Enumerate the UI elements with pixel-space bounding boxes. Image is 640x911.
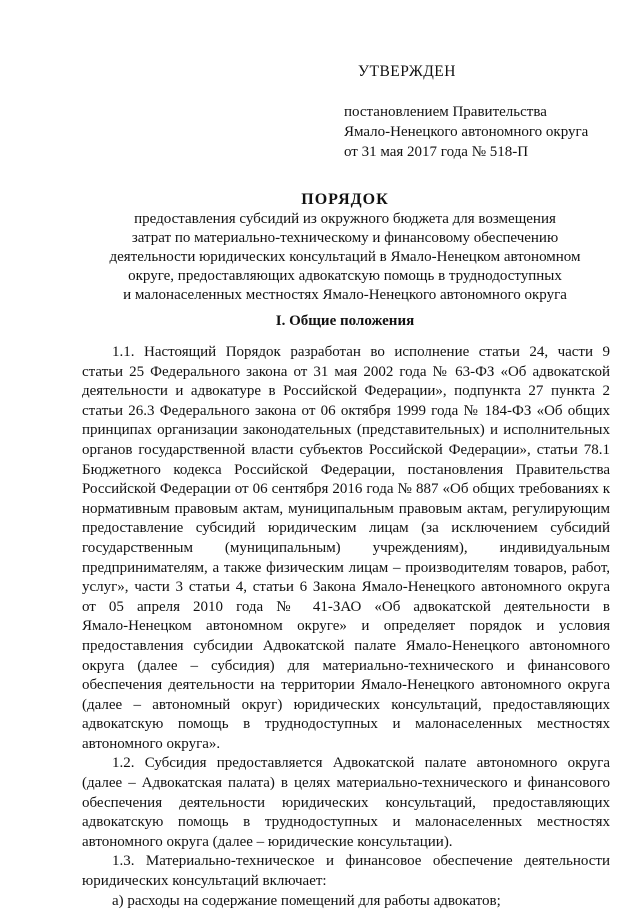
section-heading: I. Общие положения	[275, 313, 415, 329]
document-title-block	[80, 190, 610, 305]
paragraph-line: статьи 26.3 Федерального закона от 06 октября 1999 года № 184-ФЗ «Об общих	[82, 402, 610, 419]
paragraph-line: услуг», части 3 статьи 4, статьи 6 Закона Ямало-Ненецкого автономного округа	[82, 579, 610, 596]
paragraph-line: обеспечения деятельности на территории Ямало-Ненецкого автономного округа	[82, 677, 610, 694]
document-subtitle-line: затрат по материально-техническому и финансовому обеспечению	[131, 230, 559, 246]
paragraph-line: (далее – Адвокатская палата) в целях материально-технического и финансового	[82, 775, 610, 792]
document-title: ПОРЯДОК	[301, 191, 389, 208]
paragraph-line: деятельности и адвокатуре в Российской Федерации», подпункта 27 пункта 2	[82, 383, 610, 400]
paragraph-line: предоставления субсидии Адвокатской палате Ямало-Ненецкого автономного	[82, 637, 610, 654]
paragraph-line: статьи 25 Федерального закона от 31 мая 2002 года № 63-ФЗ «Об адвокатской	[82, 363, 610, 380]
paragraph-line: юридических консультаций включает:	[82, 873, 327, 890]
paragraph-line: нормативным правовым актам, муниципальным правовым актам, регулирующим	[82, 500, 610, 517]
paragraph-line: адвокатскую помощь в труднодоступных и малонаселенных местностях	[82, 814, 610, 831]
paragraph-line: (далее – автономный округ) юридических консультаций, предоставляющих	[82, 696, 610, 713]
paragraph-line: предоставление субсидий юридическим лицам (за исключением субсидий	[82, 520, 610, 537]
paragraph-line: предпринимателям, а также физическим лицам – производителям товаров, работ,	[82, 559, 610, 576]
paragraph-line: Российской Федерации от 06 сентября 2016 года № 887 «Об общих требованиях к	[82, 481, 610, 498]
paragraph-line: округа (далее – субсидия) для материально-технического и финансового	[82, 657, 610, 674]
paragraph-line: 1.1. Настоящий Порядок разработан во исполнение статьи 24, части 9	[112, 344, 610, 360]
paragraph-line: органов государственной власти субъектов Российской Федерации», статьи 78.1	[82, 441, 610, 458]
paragraph-line: адвокатскую помощь в труднодоступных и малонаселенных местностях	[82, 716, 610, 733]
document-subtitle-line: деятельности юридических консультаций в Ямало-Ненецком автономном	[109, 249, 581, 265]
paragraph-line: 1.2. Субсидия предоставляется Адвокатской палате автономного округа	[112, 755, 610, 772]
document-subtitle-line: и малонаселенных местностях Ямало-Ненецкого автономного округа	[123, 287, 567, 303]
paragraph-line: 1.3. Материально-техническое и финансовое обеспечение деятельности	[112, 853, 610, 870]
approval-line: от 31 мая 2017 года № 518-П	[344, 144, 529, 160]
approval-block	[344, 62, 614, 162]
paragraph-line: Бюджетного кодекса Российской Федерации, постановления Правительства	[82, 461, 610, 478]
paragraph-line: Ямало-Ненецком автономном округе» и определяет порядок и условия	[82, 618, 610, 635]
paragraph-line: автономного округа».	[82, 735, 221, 752]
approval-line: постановлением Правительства	[344, 104, 547, 120]
paragraph-line: обеспечения деятельности юридических консультаций, предоставляющих	[82, 794, 610, 811]
paragraph-line: от 05 апреля 2010 года № 41-ЗАО «Об адвокатской деятельности в	[82, 598, 610, 615]
document-body	[82, 343, 610, 911]
document-subtitle-line: предоставления субсидий из окружного бюджета для возмещения	[134, 211, 556, 227]
paragraph-line: государственным (муниципальным) учреждениям), индивидуальным	[82, 539, 610, 556]
approval-line: Ямало-Ненецкого автономного округа	[344, 124, 589, 140]
paragraph-line: а) расходы на содержание помещений для работы адвокатов;	[112, 892, 501, 909]
paragraph-line: принципах организации законодательных (представительных) и исполнительных	[82, 422, 610, 439]
paragraph-line: автономного округа (далее – юридические консультации).	[82, 833, 453, 850]
approval-stamp-title: УТВЕРЖДЕН	[358, 63, 456, 80]
document-subtitle-line: округе, предоставляющих адвокатскую помощь в труднодоступных	[128, 268, 562, 284]
